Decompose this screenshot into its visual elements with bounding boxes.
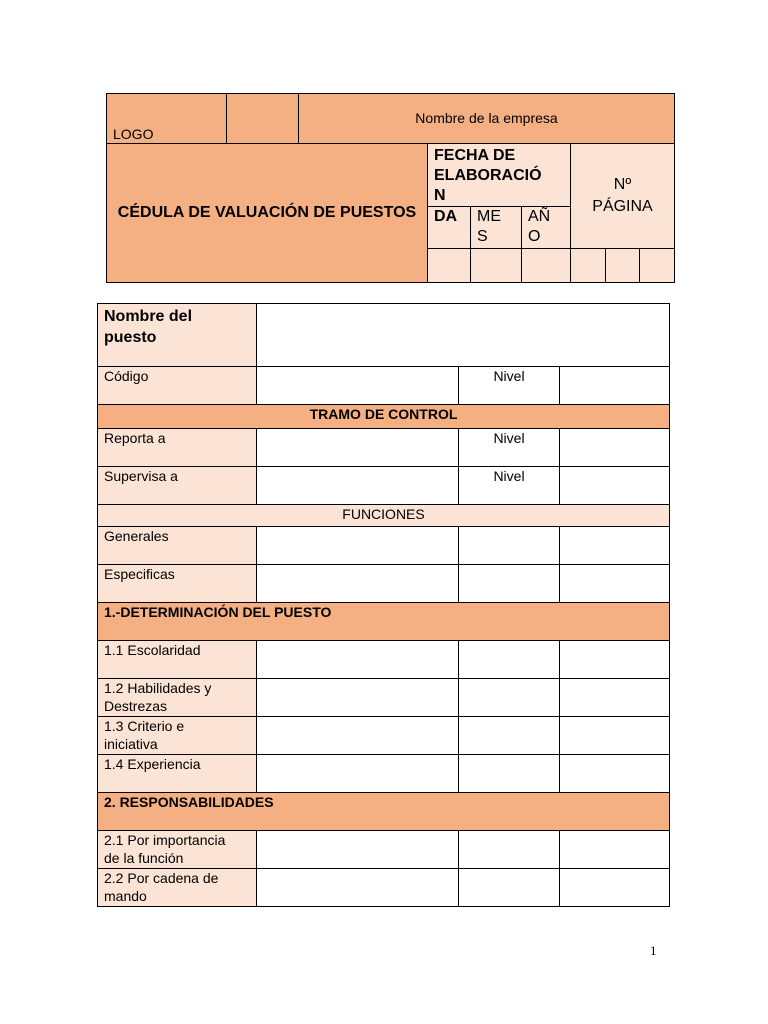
company-name: Nombre de la empresa [415, 110, 558, 126]
reports-to-field[interactable] [257, 429, 459, 467]
job-valuation-table [97, 303, 670, 907]
supervises-field[interactable] [257, 467, 459, 505]
code-label [98, 367, 257, 405]
span-control-title: TRAMO DE CONTROL [309, 406, 458, 422]
skills-field[interactable] [459, 679, 560, 717]
form-title: CÉDULA DE VALUACIÓN DE PUESTOS [117, 204, 417, 221]
criteria-field[interactable] [560, 717, 670, 755]
experience-field[interactable] [257, 755, 459, 793]
month-label-line: S [477, 228, 488, 245]
functions-header [98, 505, 670, 527]
general-field[interactable] [560, 527, 670, 565]
skills-field[interactable] [257, 679, 459, 717]
page-value-cell[interactable] [606, 249, 640, 283]
reports-to-text: Reporta a [104, 430, 166, 446]
criteria-text-line: 1.3 Criterio e [104, 718, 185, 734]
supervises-label [98, 467, 257, 505]
education-field[interactable] [257, 641, 459, 679]
month-value-cell[interactable] [471, 249, 522, 283]
section1-title: 1.-DETERMINACIÓN DEL PUESTO [104, 604, 332, 620]
level-field[interactable] [560, 429, 670, 467]
importance-field[interactable] [560, 831, 670, 869]
importance-field[interactable] [257, 831, 459, 869]
year-label-cell [522, 207, 571, 249]
education-text: 1.1 Escolaridad [104, 642, 201, 658]
education-field[interactable] [459, 641, 560, 679]
importance-text-line: 2.1 Por importancia [104, 832, 226, 848]
header-table [106, 93, 675, 283]
date-label-line: N [434, 187, 446, 204]
span-control-header [98, 405, 670, 429]
chain-field[interactable] [459, 869, 560, 907]
level-label-text: Nivel [493, 468, 525, 484]
level-field[interactable] [560, 367, 670, 405]
skills-text-line: Destrezas [104, 698, 168, 714]
education-field[interactable] [560, 641, 670, 679]
chain-field[interactable] [257, 869, 459, 907]
experience-field[interactable] [560, 755, 670, 793]
chain-text-line: mando [104, 888, 147, 904]
specific-label [98, 565, 257, 603]
level-label-text: Nivel [493, 430, 525, 446]
skills-field[interactable] [560, 679, 670, 717]
page-label-cell [571, 144, 675, 249]
section1-header [98, 603, 670, 641]
general-label [98, 527, 257, 565]
header-blank-cell [227, 94, 299, 144]
month-label-cell [471, 207, 522, 249]
day-label-cell [428, 207, 471, 249]
page-number: 1 [650, 943, 657, 958]
job-name-label-line: Nombre del [104, 308, 193, 325]
criteria-field[interactable] [257, 717, 459, 755]
criteria-text-line: iniciativa [104, 736, 158, 752]
chain-label [98, 869, 257, 907]
criteria-field[interactable] [459, 717, 560, 755]
specific-field[interactable] [560, 565, 670, 603]
level-label [459, 367, 560, 405]
page-label-line: Nº [613, 176, 632, 193]
functions-title: FUNCIONES [342, 506, 425, 522]
date-label-line: FECHA DE [434, 147, 516, 164]
date-label-cell [428, 144, 571, 207]
specific-text: Especificas [104, 566, 175, 582]
job-name-field[interactable] [257, 304, 670, 367]
specific-field[interactable] [257, 565, 459, 603]
specific-field[interactable] [459, 565, 560, 603]
skills-label [98, 679, 257, 717]
logo-placeholder: LOGO [113, 126, 154, 142]
level-label [459, 467, 560, 505]
experience-field[interactable] [459, 755, 560, 793]
education-label [98, 641, 257, 679]
general-field[interactable] [459, 527, 560, 565]
page-value-cell[interactable] [640, 249, 675, 283]
year-label-line: O [528, 228, 541, 245]
chain-field[interactable] [560, 869, 670, 907]
importance-text-line: de la función [104, 850, 184, 866]
code-field[interactable] [257, 367, 459, 405]
skills-text-line: 1.2 Habilidades y [104, 680, 212, 696]
reports-to-label [98, 429, 257, 467]
level-label-text: Nivel [493, 368, 525, 384]
importance-field[interactable] [459, 831, 560, 869]
chain-text-line: 2.2 Por cadena de [104, 870, 219, 886]
year-label-line: AÑ [528, 208, 551, 225]
company-name-cell [299, 94, 675, 144]
month-label-line: ME [477, 208, 501, 225]
experience-label [98, 755, 257, 793]
day-value-cell[interactable] [428, 249, 471, 283]
importance-label [98, 831, 257, 869]
general-field[interactable] [257, 527, 459, 565]
page-label-line: PÁGINA [592, 198, 653, 215]
criteria-label [98, 717, 257, 755]
supervises-text: Supervisa a [104, 468, 178, 484]
year-value-cell[interactable] [522, 249, 571, 283]
section2-title: 2. RESPONSABILIDADES [104, 794, 274, 810]
level-label [459, 429, 560, 467]
page-value-cell[interactable] [571, 249, 606, 283]
experience-text: 1.4 Experiencia [104, 756, 201, 772]
general-text: Generales [104, 528, 169, 544]
level-field[interactable] [560, 467, 670, 505]
job-name-label-line: puesto [104, 329, 157, 346]
logo-cell [107, 94, 227, 144]
date-label-line: ELABORACIÓ [434, 167, 542, 184]
section2-header [98, 793, 670, 831]
form-title-cell [107, 144, 428, 283]
job-name-label [98, 304, 257, 367]
code-label-text: Código [104, 368, 149, 384]
day-label: DA [434, 208, 458, 225]
